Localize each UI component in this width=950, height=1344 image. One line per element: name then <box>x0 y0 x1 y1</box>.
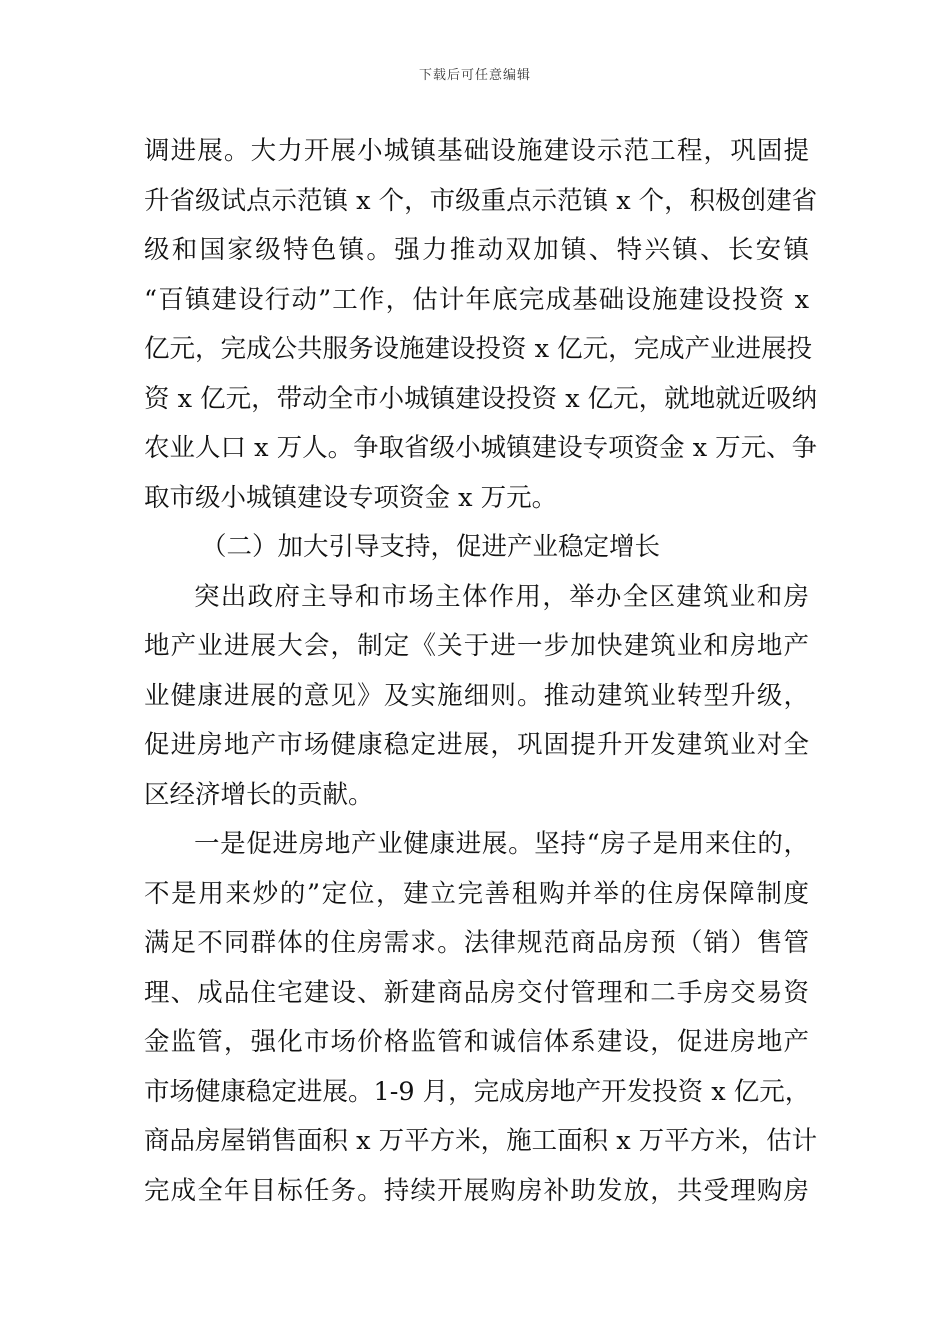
section-heading: （二）加大引导支持，促进产业稳定增长 <box>201 532 661 562</box>
text-line: 市场健康稳定进展。1-9 月，完成房地产开发投资 x 亿元， <box>144 1076 811 1107</box>
text-line: 亿元，完成公共服务设施建设投资 x 亿元，完成产业进展投 <box>144 334 813 364</box>
text-line: 取市级小城镇建设专项资金 x 万元。 <box>144 482 558 513</box>
text-line: 级和国家级特色镇。强力推动双加镇、特兴镇、长安镇 <box>144 235 809 265</box>
text-line: 资 x 亿元，带动全市小城镇建设投资 x 亿元，就地就近吸纳 <box>144 383 818 414</box>
text-line: “百镇建设行动”工作，估计年底完成基础设施建设投资 x <box>144 284 809 315</box>
paragraph-first-line: 突出政府主导和市场主体作用，举办全区建筑业和房 <box>194 581 809 612</box>
paragraph-first-line: 一是促进房地产业健康进展。坚持“房子是用来住的， <box>194 829 809 859</box>
page-header: 下载后可任意编辑 <box>418 68 531 83</box>
text-line: 农业人口 x 万人。争取省级小城镇建设专项资金 x 万元、争 <box>144 433 818 463</box>
document-body <box>144 127 818 1216</box>
text-line: 区经济增长的贡献。 <box>144 779 374 810</box>
text-line: 金监管，强化市场价格监管和诚信体系建设，促进房地产 <box>144 1027 809 1057</box>
text-line: 不是用来炒的”定位，建立完善租购并举的住房保障制度 <box>144 878 809 909</box>
text-line: 业健康进展的意见》及实施细则。推动建筑业转型升级， <box>144 680 809 711</box>
text-line: 调进展。大力开展小城镇基础设施建设示范工程，巩固提 <box>144 136 809 166</box>
text-line: 促进房地产市场健康稳定进展，巩固提升开发建筑业对全 <box>144 730 809 760</box>
text-line: 地产业进展大会，制定《关于进一步加快建筑业和房地产 <box>144 631 809 661</box>
text-line: 商品房屋销售面积 x 万平方米，施工面积 x 万平方米，估计 <box>144 1126 818 1156</box>
text-line: 完成全年目标任务。持续开展购房补助发放，共受理购房 <box>144 1175 809 1206</box>
text-line: 升省级试点示范镇 x 个，市级重点示范镇 x 个，积极创建省 <box>144 185 818 216</box>
text-line: 理、成品住宅建设、新建商品房交付管理和二手房交易资 <box>144 977 809 1008</box>
text-line: 满足不同群体的住房需求。法律规范商品房预（销）售管 <box>144 928 809 958</box>
